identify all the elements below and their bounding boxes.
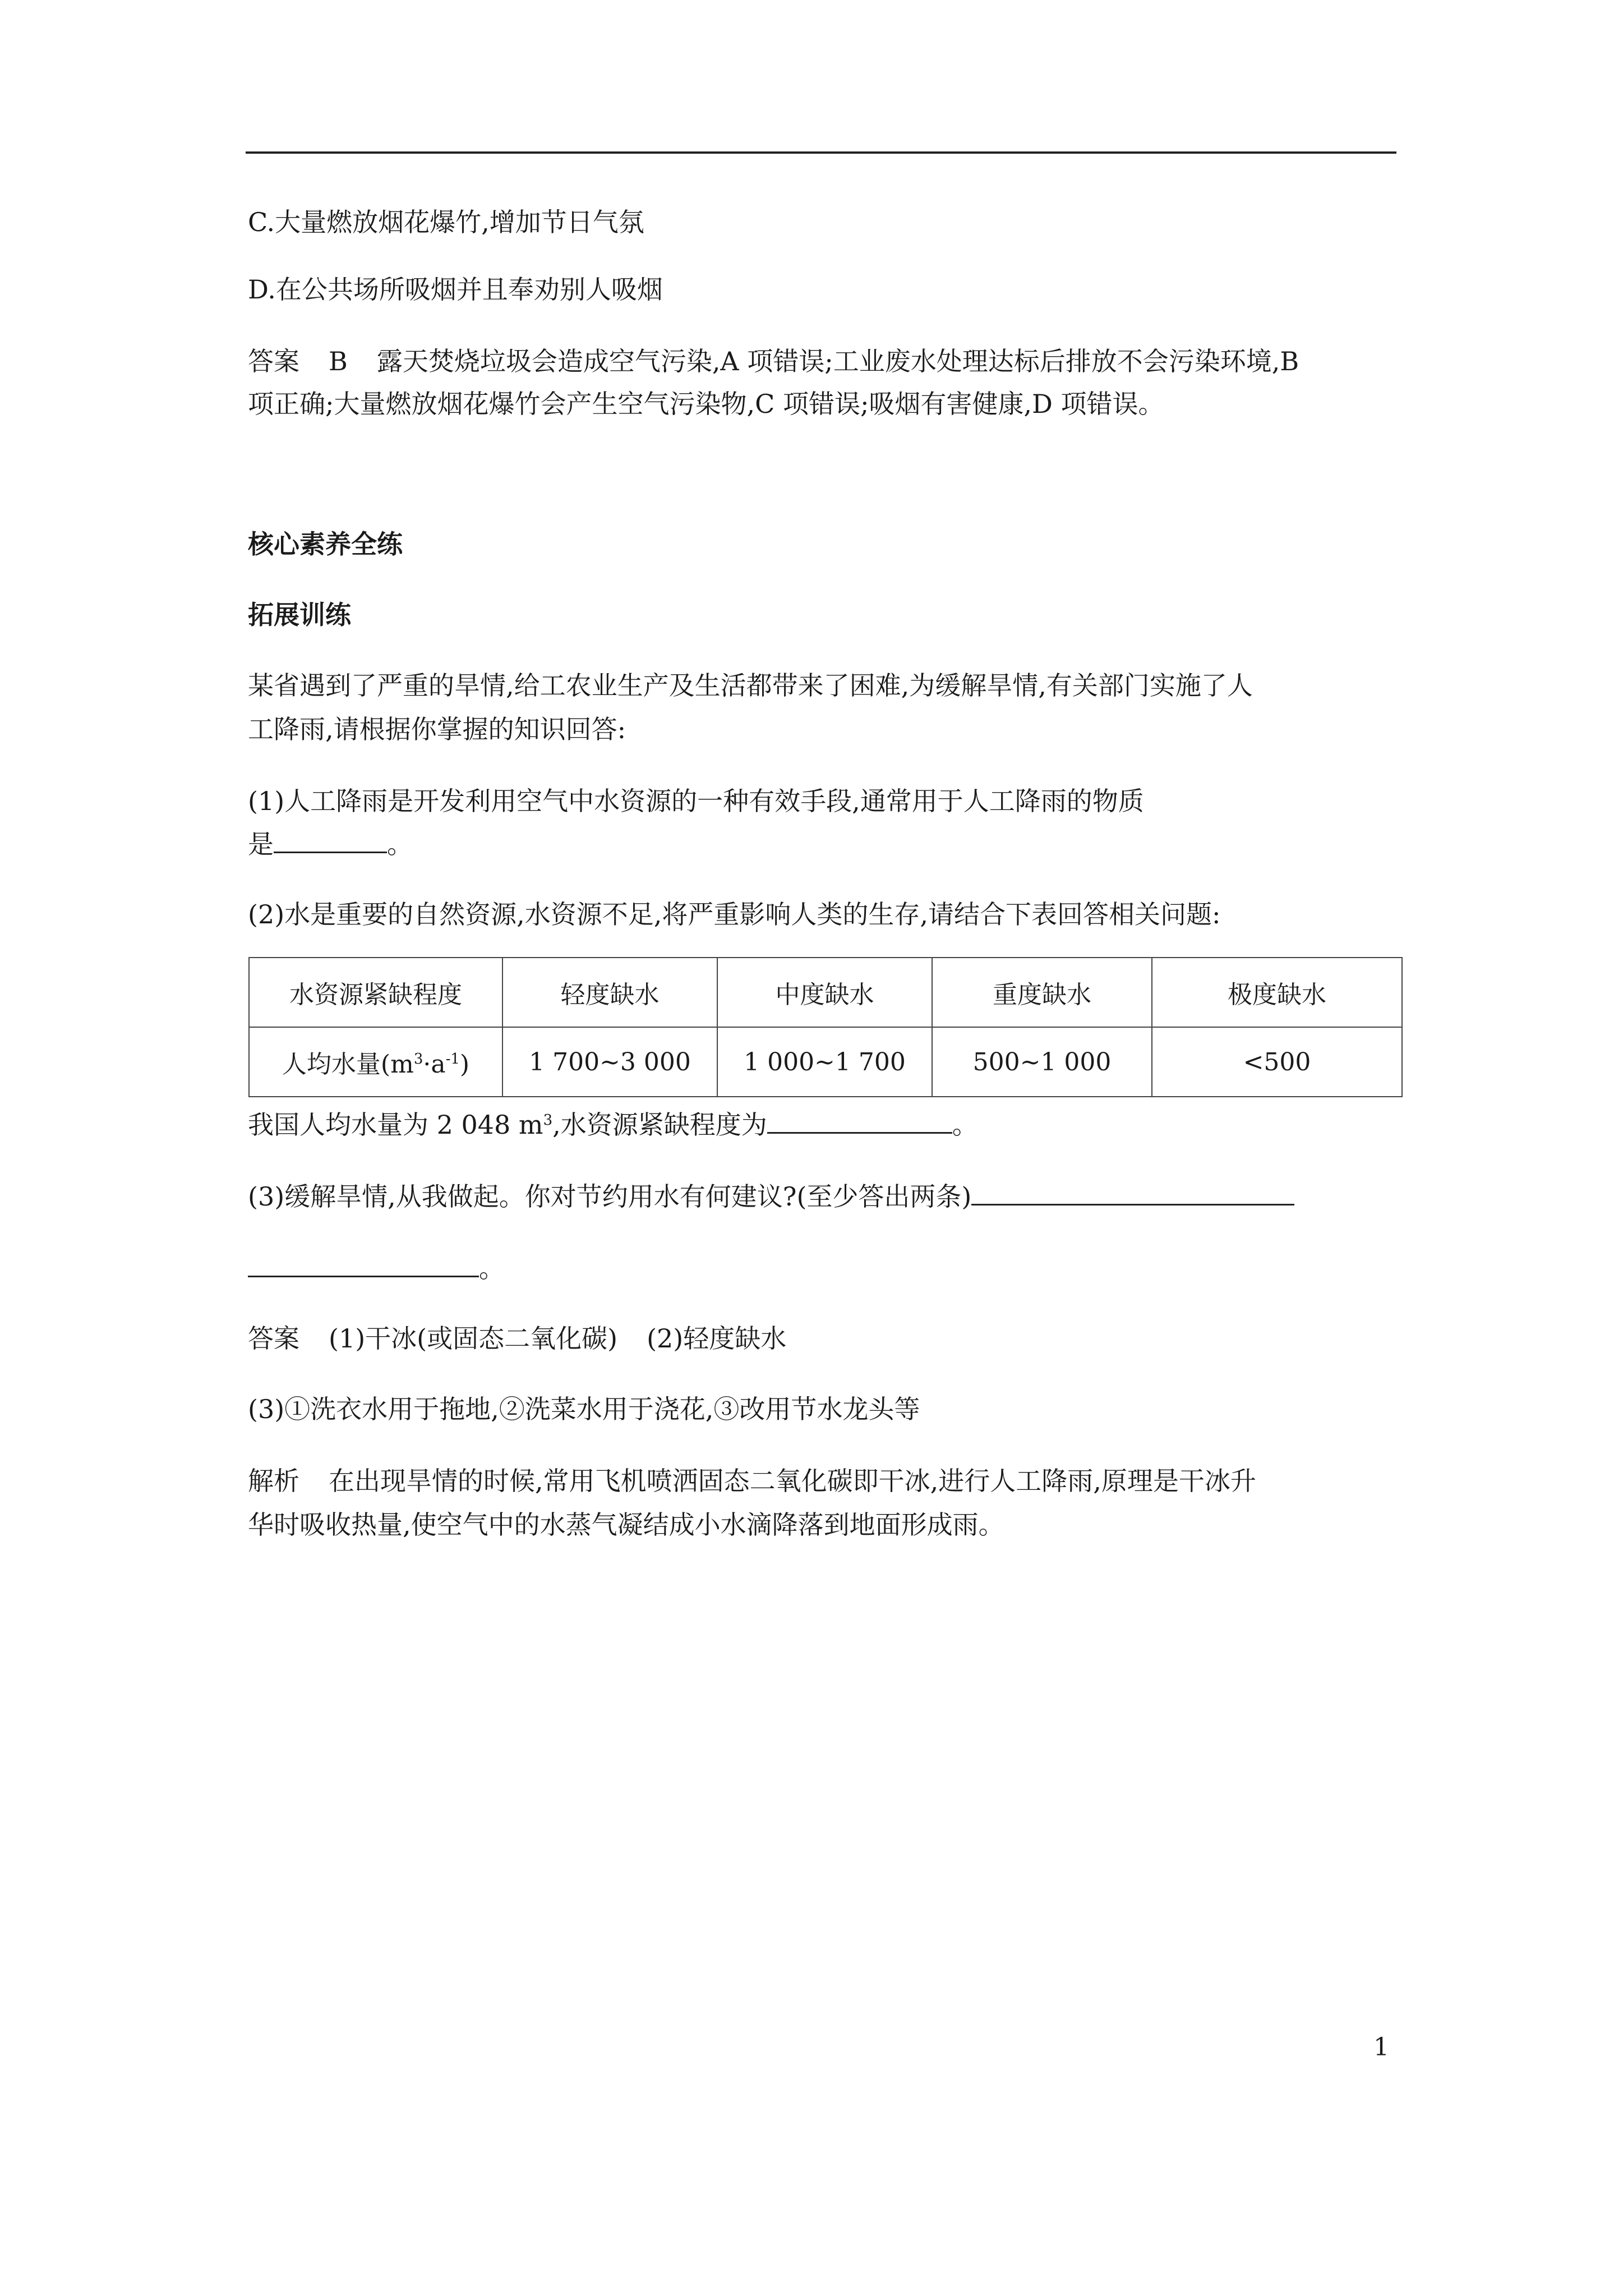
q2-text: (2)水是重要的自然资源,水资源不足,将严重影响人类的生存,请结合下表回答相关问题:	[248, 899, 1221, 930]
analysis-label: 解析	[248, 1466, 299, 1496]
answer1-line2: 项正确;大量燃放烟花爆竹会产生空气污染物,C 项错误;吸烟有害健康,D 项错误。	[248, 389, 1164, 419]
table-header-cell: 中度缺水	[717, 958, 932, 1027]
table-header-row	[249, 958, 1402, 1027]
table-cell: 1 700~3 000	[502, 1027, 717, 1097]
table-header-cell: 水资源紧缺程度	[249, 958, 502, 1027]
q2-followup: 我国人均水量为 2 048 $m^3$,水资源紧缺程度为 。	[248, 1107, 978, 1142]
table-header-cell: 轻度缺水	[502, 958, 717, 1027]
table-header-cell: 重度缺水	[932, 958, 1152, 1027]
q1-answer-blank[interactable]	[274, 827, 387, 853]
answer-label: 答案	[248, 346, 299, 376]
q3-line1	[248, 1179, 1294, 1213]
table-cell: 1 000~1 700	[717, 1027, 932, 1097]
option-c: C.大量燃放烟花爆竹,增加节日气氛	[248, 207, 644, 237]
answer2-line1: 答案 (1)干冰(或固态二氧化碳) (2)轻度缺水	[248, 1323, 787, 1354]
option-d: D.在公共场所吸烟并且奉劝别人吸烟	[248, 274, 663, 305]
water-scarcity-table	[248, 957, 1403, 1097]
table-row-label: 人均水量$(m^3\cdot a^{-1})$	[249, 1027, 502, 1097]
answer1-line1	[248, 344, 1299, 378]
q1-line2	[248, 827, 413, 861]
table-cell: 500~1 000	[932, 1027, 1152, 1097]
q3-text: (3)缓解旱情,从我做起。你对节约用水有何建议?(至少答出两条)	[248, 1181, 972, 1212]
page-number: 1	[1373, 2033, 1389, 2062]
q1-line1: (1)人工降雨是开发利用空气中水资源的一种有效手段,通常用于人工降雨的物质	[248, 786, 1144, 816]
table-header-cell: 极度缺水	[1152, 958, 1402, 1027]
q1-prefix: 是	[248, 829, 274, 859]
q1-suffix: 。	[387, 829, 413, 859]
answer-choice: B	[329, 346, 348, 376]
analysis-line1: 解析 在出现旱情的时候,常用飞机喷洒固态二氧化碳即干冰,进行人工降雨,原理是干冰升	[248, 1466, 1256, 1496]
q3-answer-blank-1[interactable]	[971, 1179, 1294, 1205]
q3-answer-blank-2[interactable]	[248, 1251, 479, 1277]
analysis-line2: 华时吸收热量,使空气中的水蒸气凝结成小水滴降落到地面形成雨。	[248, 1510, 1004, 1540]
intro-line1: 某省遇到了严重的旱情,给工农业生产及生活都带来了困难,为缓解旱情,有关部门实施了人	[248, 670, 1253, 701]
answer2-line2: (3)①洗衣水用于拖地,②洗菜水用于浇花,③改用节水龙头等	[248, 1394, 920, 1424]
table-cell: <500	[1152, 1027, 1402, 1097]
intro-line2: 工降雨,请根据你掌握的知识回答:	[248, 714, 626, 744]
header-rule	[246, 151, 1396, 154]
q2-answer-blank[interactable]	[767, 1107, 952, 1134]
q3-line2: 。	[248, 1251, 505, 1285]
answer-text: 露天焚烧垃圾会造成空气污染,A 项错误;工业废水处理达标后排放不会污染环境,B	[376, 346, 1299, 376]
subsection-title: 拓展训练	[248, 600, 351, 630]
section-title: 核心素养全练	[248, 529, 403, 559]
answer-label: 答案	[248, 1323, 299, 1354]
table-row	[249, 1027, 1402, 1097]
